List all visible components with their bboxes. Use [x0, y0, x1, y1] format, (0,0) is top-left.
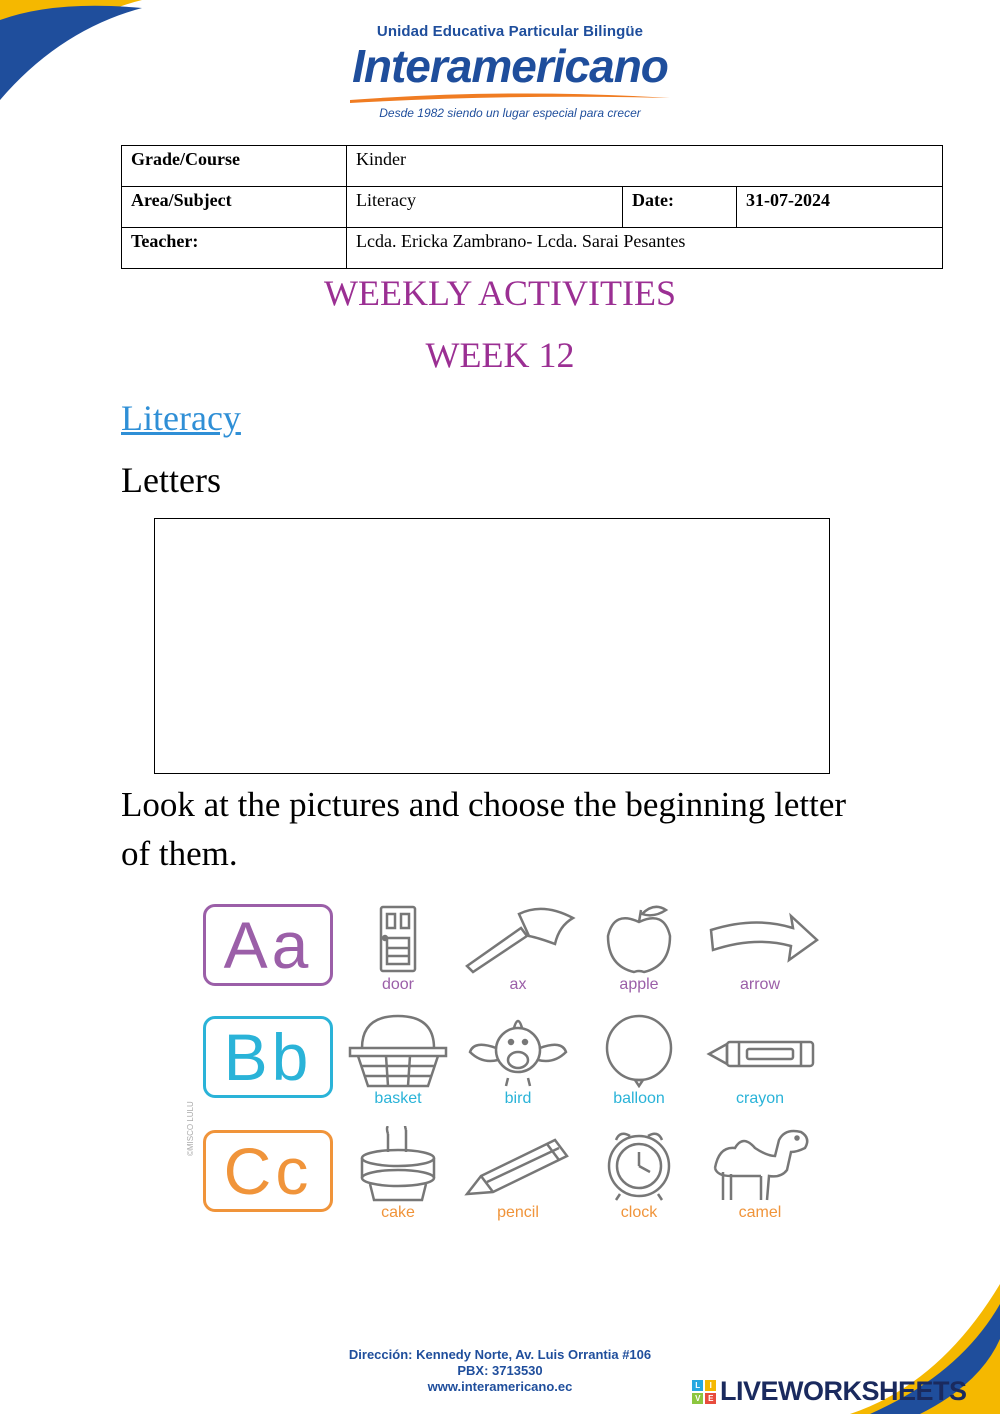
picture-door: [343, 904, 453, 1004]
picture-basket: [343, 1012, 453, 1112]
picture-balloon: [584, 1012, 694, 1112]
date-value: 31-07-2024: [737, 187, 943, 228]
lw-icon-letter: E: [705, 1393, 716, 1404]
letter-box-b: Bb: [203, 1016, 333, 1098]
letter-box-a: Aa: [203, 904, 333, 986]
camel-icon: [705, 1126, 815, 1202]
letter-box-c: Cc: [203, 1130, 333, 1212]
bird-icon: [466, 1012, 570, 1088]
liveworksheets-text: LIVEWORKSHEETS: [720, 1376, 967, 1406]
weekly-activities-heading: WEEKLY ACTIVITIES: [324, 273, 676, 313]
logo-swoosh-icon: [350, 90, 670, 104]
lw-icon-letter: V: [692, 1393, 703, 1404]
grade-label: Grade/Course: [122, 146, 347, 187]
table-row: [122, 228, 943, 269]
apple-icon: [594, 904, 684, 974]
picture-crayon: [705, 1012, 815, 1112]
cake-icon: [348, 1126, 448, 1202]
word-clock: clock: [620, 1204, 658, 1221]
table-row: [122, 146, 943, 187]
subject-link[interactable]: Literacy: [121, 398, 241, 438]
lw-icon-letter: L: [692, 1380, 703, 1391]
arrow-icon: [705, 904, 821, 974]
picture-cake: [343, 1126, 453, 1226]
corner-decoration-top-left: [0, 0, 150, 110]
word-cake: cake: [381, 1204, 415, 1221]
week-heading: WEEK 12: [425, 335, 575, 375]
door-icon: [363, 904, 433, 974]
teacher-value: Lcda. Ericka Zambrano- Lcda. Sarai Pesantes: [347, 228, 943, 269]
clock-icon: [594, 1126, 684, 1202]
pencil-icon: [463, 1126, 573, 1202]
school-name: Unidad Educativa Particular Bilingüe: [376, 23, 644, 40]
crayon-icon: [705, 1012, 821, 1088]
word-camel: camel: [738, 1204, 782, 1221]
word-pencil: pencil: [497, 1204, 539, 1221]
answer-box[interactable]: [154, 518, 830, 774]
picture-camel: [705, 1126, 815, 1226]
word-bird: bird: [504, 1090, 532, 1107]
area-label: Area/Subject: [122, 187, 347, 228]
footer-address: Dirección: Kennedy Norte, Av. Luis Orrantia #106: [348, 1347, 652, 1362]
picture-clock: [584, 1126, 694, 1226]
picture-arrow: [705, 904, 815, 1004]
liveworksheets-watermark: [692, 1376, 967, 1407]
word-arrow: arrow: [739, 976, 780, 993]
grade-value: Kinder: [347, 146, 943, 187]
letter-picture-chart: [188, 898, 828, 1228]
area-value: Literacy: [347, 187, 623, 228]
section-title: Letters: [121, 460, 221, 500]
school-tagline: Desde 1982 siendo un lugar especial para crecer: [379, 106, 641, 120]
date-label: Date:: [623, 187, 737, 228]
teacher-label: Teacher:: [122, 228, 347, 269]
chart-copyright: ©MISCO LULU: [186, 1101, 195, 1156]
info-table: [121, 145, 943, 269]
picture-ax: [463, 904, 573, 1004]
footer-web: www.interamericano.ec: [427, 1379, 573, 1394]
ax-icon: [463, 904, 581, 974]
word-ax: ax: [509, 976, 527, 993]
brand-name: Interamericano: [352, 40, 668, 92]
table-row: [122, 187, 943, 228]
lw-icon-letter: I: [705, 1380, 716, 1391]
balloon-icon: [594, 1012, 684, 1088]
basket-icon: [346, 1012, 450, 1088]
liveworksheets-icon: [692, 1380, 716, 1404]
word-door: door: [381, 976, 415, 993]
word-apple: apple: [619, 976, 659, 993]
word-crayon: crayon: [735, 1090, 785, 1107]
word-balloon: balloon: [613, 1090, 665, 1107]
picture-pencil: [463, 1126, 573, 1226]
word-basket: basket: [374, 1090, 422, 1107]
school-logo: [340, 20, 680, 130]
picture-bird: [463, 1012, 573, 1112]
footer-phone: PBX: 3713530: [457, 1363, 543, 1378]
instruction-text: Look at the pictures and choose the beginning letter of them.: [121, 785, 847, 873]
picture-apple: [584, 904, 694, 1004]
